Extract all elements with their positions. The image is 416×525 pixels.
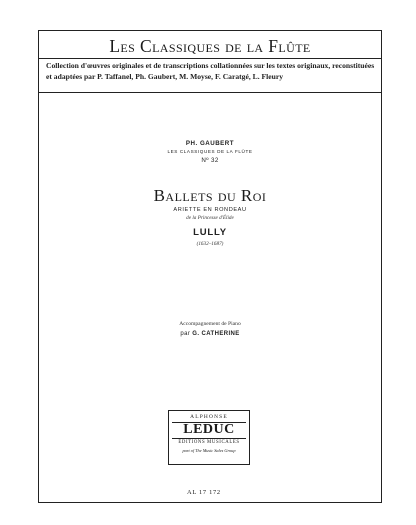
collection-line-1: Collection d'œuvres originales et de transcriptions collationnées sur les textes originaux, reconstituées [46, 61, 375, 70]
publisher-logo [168, 410, 250, 465]
work-title: Ballets du Roi [153, 186, 267, 205]
composer-dates: (1632–1687) [196, 241, 224, 247]
collection-line-2: et adaptées par P. Taffanel, Ph. Gaubert, M. Moyse, F. Caratgé, L. Fleury [46, 71, 284, 81]
series-title: Les Classiques de la Flûte [109, 36, 311, 56]
catalog-number: AL 17 172 [187, 489, 221, 496]
series-editor: PH. GAUBERT [185, 140, 235, 147]
collection-divider [38, 92, 382, 93]
publisher-name: LEDUC [183, 422, 235, 437]
accompaniment-label: Accompagnement de Piano [179, 321, 241, 327]
logo-rule-bottom [172, 438, 246, 439]
arranger-name: G. CATHERINE [192, 331, 240, 337]
work-dedication: de la Princesse d'Élide [186, 215, 234, 221]
work-subtitle: ARIETTE EN RONDEAU [173, 207, 247, 213]
composer-name: LULLY [193, 227, 227, 238]
publisher-tagline: ÉDITIONS MUSICALES [178, 440, 240, 445]
arranger-prefix: par [180, 331, 191, 337]
header-divider [38, 58, 382, 59]
publisher-first-name: ALPHONSE [190, 414, 228, 420]
series-number: Nº 32 [201, 157, 219, 164]
series-name: LES CLASSIQUES DE LA FLÛTE [167, 149, 253, 154]
collection-description [46, 61, 376, 82]
arranger-credit [38, 331, 382, 337]
publisher-group: part of The Music Sales Group [182, 448, 236, 453]
